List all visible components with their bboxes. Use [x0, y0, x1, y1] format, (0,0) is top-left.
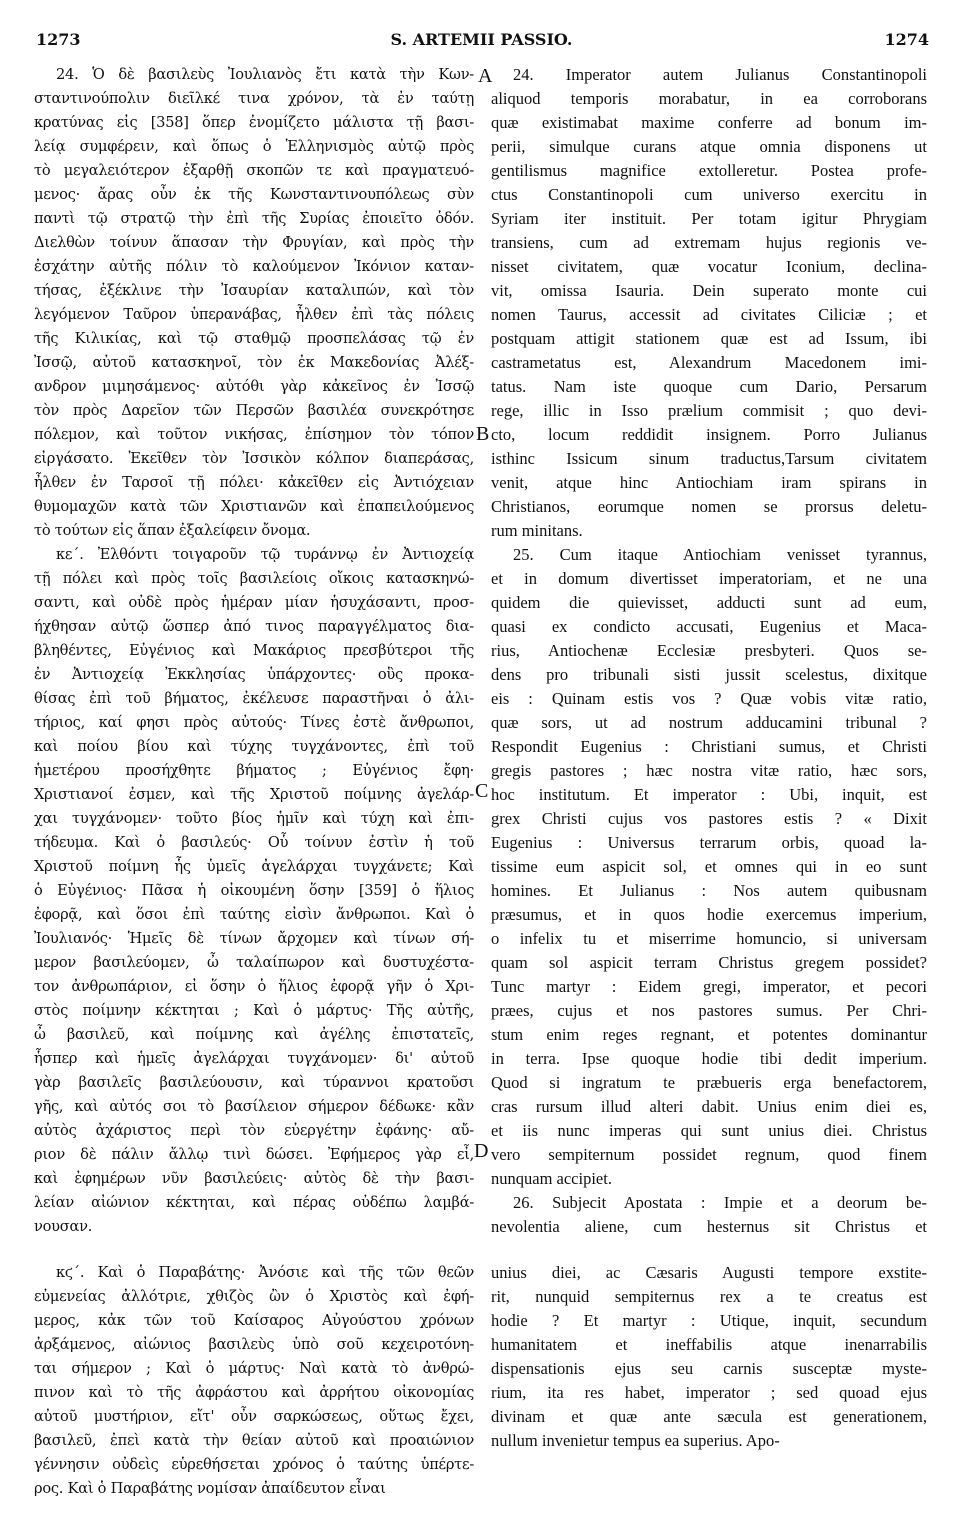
text-line: ἡμετέρου προσήχθητε βήματος ; Εὐγένιος ἔφη·: [34, 762, 474, 779]
margin-letter-d: D: [474, 1140, 489, 1162]
text-line: κε΄. Ἐλθόντι τοιγαροῦν τῷ τυράννῳ ἐν Ἀντιοχείᾳ: [56, 546, 474, 563]
margin-letter-a: A: [478, 65, 493, 87]
text-line: ἀρξάμενος, αἰώνιος βασιλεὺς ὑπὸ σοῦ κεχειροτόνη-: [34, 1336, 474, 1353]
text-line: γέννησιν οὐδεὶς εὑρεθήσεται χρόνος ὁ ταύτης ὑπέρτε-: [34, 1456, 474, 1473]
running-title: S. ARTEMII PASSIO.: [390, 30, 573, 49]
text-line: Syriam iter instituit. Per totam igitur Phrygiam: [491, 209, 927, 228]
text-line: rit, nunquid sempiternus rex a te creatus est: [491, 1287, 927, 1306]
text-line: hodie ? Et martyr : Utique, inquit, secundum: [491, 1311, 927, 1330]
text-line: Ἰουλιανός· Ἡμεῖς δὲ τίνων ἄρχομεν καὶ τίνων σή-: [34, 930, 474, 947]
text-line: ται σήμερον ; Καὶ ὁ μάρτυς· Ναὶ κατὰ τὸ ἀνθρώ-: [34, 1360, 474, 1377]
text-line: quidem die quievisset, adducti sunt ad eum,: [491, 593, 927, 612]
text-line: ὦ βασιλεῦ, καὶ ποίμνης καὶ ἀγέλης ἐπιστατεῖς,: [34, 1026, 474, 1043]
text-line: νουσαν.: [34, 1218, 93, 1235]
text-line: vit, omissa Isauria. Dein superato monte cui: [491, 281, 927, 300]
text-line: ἐφορᾷ, καὶ ὅσοι ἐπὶ ταύτης εἰσὶν ἄνθρωποι. Καὶ ὁ: [34, 906, 474, 923]
text-line: στὸς ποίμνην κέκτηται ; Καὶ ὁ μάρτυς· Τῆς αὐτῆς,: [34, 1002, 474, 1019]
text-line: 24. Ὁ δὲ βασιλεὺς Ἰουλιανὸς ἔτι κατὰ τὴν Κων-: [56, 66, 474, 83]
text-line: stum enim reges regnant, et potentes dominantur: [491, 1025, 927, 1044]
text-line: perii, simulque curans atque omnia disponens ut: [491, 137, 927, 156]
text-line: divinam et quæ ante sæcula est generationem,: [491, 1407, 927, 1426]
text-line: aliquod temporis morabatur, in ea corroborans: [491, 89, 927, 108]
text-line: rum minitans.: [491, 521, 583, 540]
text-line: μερον βασιλεύομεν, ὦ ταλαίπωρον καὶ δυστυχέστα-: [34, 954, 474, 971]
text-line: Ἰσσῷ, αὐτοῦ κατασκηνοῖ, τὸν ἐκ Μακεδονίας Ἀλέξ-: [34, 354, 474, 371]
text-line: ctus Constantinopoli cum universo exercitu in: [491, 185, 927, 204]
text-line: ανδρον μιμησάμενος· αὐτόθι γὰρ κἀκεῖνος ἐν Ἰσσῷ: [34, 378, 474, 395]
text-line: βληθέντες, Εὐγένιος καὶ Μακάριος πρεσβύτεροι τῆς: [34, 642, 474, 659]
text-line: quam sol aspicit terram Christus gregem possidet?: [491, 953, 927, 972]
text-line: in terra. Ipse quoque hodie tibi dedit imperium.: [491, 1049, 927, 1068]
text-line: 24. Imperator autem Julianus Constantinopoli: [513, 65, 927, 84]
text-line: homines. Et Julianus : Nos autem quibusnam: [491, 881, 927, 900]
text-line: τὸ μεγαλειότερον ἐξαρθῇ σκοπῶν τε καὶ πραγματευό-: [34, 162, 474, 179]
text-line: quæ sors, ut ad nostrum adducamini tribunal ?: [491, 713, 927, 732]
text-line: grex Christi cujus vos pastores estis ? « Dixit: [491, 809, 927, 828]
text-line: postquam attigit stationem quæ est ad Issum, ibi: [491, 329, 927, 348]
text-line: rium, ita res habet, imperator ; sed quoad ejus: [491, 1383, 927, 1402]
text-line: Tunc martyr : Eidem gregi, imperator, et pecori: [491, 977, 927, 996]
text-line: τῆς Κιλικίας, καὶ τῷ σταθμῷ προσπελάσας τῷ ἐν: [34, 330, 474, 347]
text-line: cras rursum illud alteri dabit. Unius enim diei es,: [491, 1097, 927, 1116]
text-line: Eugenius : Universus terrarum orbis, quoad la-: [491, 833, 927, 852]
text-line: o infelix tu et miserrime homuncio, si universam: [491, 929, 927, 948]
text-line: βασιλεῦ, ἐπεὶ κατὰ τὴν θείαν αὐτοῦ καὶ προαιώνιον: [34, 1432, 474, 1449]
text-line: καὶ ἐφημέρων νῦν βασιλεύεις· αὐτὸς δὲ τὴν βασι-: [34, 1170, 474, 1187]
text-line: nevolentia aliene, cum hesternus sit Christus et: [491, 1217, 927, 1236]
text-line: εὐμενείας ἀλλότριε, χθιζὸς ὢν ὁ Χριστὸς καὶ ἐφή-: [34, 1288, 474, 1305]
text-line: tissime eum aspicit sol, et omnes qui in eo sunt: [491, 857, 927, 876]
margin-letter-b: B: [476, 423, 490, 445]
text-line: ἧσπερ καὶ ἡμεῖς ἀγελάρχαι τυγχάνομεν· δι' αὐτοῦ: [34, 1050, 474, 1067]
text-line: gentilismus magnifice extolleretur. Postea profe-: [491, 161, 927, 180]
text-line: Διελθὼν τοίνυν ἅπασαν τὴν Φρυγίαν, καὶ πρὸς τὴν: [34, 234, 474, 251]
text-line: et in domum divertisset imperatoriam, et ne una: [491, 569, 927, 588]
text-line: τον ἀνθρωπάριον, εἰ ὅσην ὁ ἥλιος ἐφορᾷ γῆν ὁ Χρι-: [34, 978, 474, 995]
text-line: nomen Taurus, accessit ad civitates Ciliciæ ; et: [491, 305, 927, 324]
text-line: humanitatem et ineffabilis atque inenarrabilis: [491, 1335, 927, 1354]
text-line: λείαν αἰώνιον κέκτηται, καὶ πέρας οὐδέπω λαμβά-: [34, 1194, 474, 1211]
text-line: nullum invenietur tempus ea superius. Apo-: [491, 1431, 780, 1450]
margin-letter-c: C: [475, 780, 489, 802]
text-line: ἐν Ἀντιοχείᾳ Ἐκκλησίας ὑπάρχοντες· οὓς προκα-: [34, 666, 474, 683]
text-line: præsumus, et in quos hodie exercemus imperium,: [491, 905, 927, 924]
text-line: gregis pastores ; hæc nostra vitæ ratio, hæc sors,: [491, 761, 927, 780]
page-number-right: 1274: [884, 30, 929, 49]
text-line: σταντινούπολιν διεῖλκέ τινα χρόνον, τὰ ἐν ταύτῃ: [34, 90, 474, 107]
text-line: ἐσχάτην αὐτῆς πόλιν τὸ καλούμενον Ἰκόνιον καταν-: [34, 258, 474, 275]
text-line: eis : Quinam estis vos ? Quæ vobis vitæ ratio,: [491, 689, 927, 708]
text-line: λείᾳ συμφέρειν, καὶ ὅπως ὁ Ἑλληνισμὸς αὐτῷ πρὸς: [34, 138, 474, 155]
text-line: tatus. Nam iste quoque cum Dario, Persarum: [491, 377, 927, 396]
text-line: præes, cujus et nos pastores sumus. Per Chri-: [491, 1001, 927, 1020]
text-line: 26. Subjecit Apostata : Impie et a deorum be-: [513, 1193, 927, 1212]
text-line: λεγόμενον Ταῦρον ὑπερανάβας, ἦλθεν ἐπὶ τὰς πόλεις: [34, 306, 474, 323]
text-line: πόλεμον, καὶ τοῦτον νικήσας, ἐπίσημον τὸν τόπον: [34, 426, 474, 443]
text-line: χαι τυγχάνομεν· τοῦτο βίος ἡμῖν καὶ τύχη καὶ ἐπι-: [34, 810, 474, 827]
text-line: κρατύνας εἰς [358] ὅπερ ἐνομίζετο μάλιστα τῇ βασι-: [34, 114, 474, 131]
text-line: εἰργάσατο. Ἐκεῖθεν τὸν Ἰσσικὸν κόλπον διαπεράσας,: [34, 450, 474, 467]
text-line: ριον δὲ πάλιν ἄλλῳ τινὶ δώσει. Ἐφήμερος γὰρ εἶ,: [34, 1146, 474, 1163]
text-line: αὐτὸς ἀχάριστος περὶ τὸν εὐεργέτην ἐφάνης· αὔ-: [34, 1122, 474, 1139]
text-line: μενος· ἄρας οὖν ἐκ τῆς Κωνσταντινουπόλεως σὺν: [34, 186, 474, 203]
text-line: transiens, cum ad extremam hujus regionis ve-: [491, 233, 927, 252]
text-line: et iis nunc imperas qui sunt unius diei. Christus: [491, 1121, 927, 1140]
text-line: ὁ Εὐγένιος· Πᾶσα ἡ οἰκουμένη ὅσην [359] ὁ ἥλιος: [34, 882, 474, 899]
text-line: unius diei, ac Cæsaris Augusti tempore exstite-: [491, 1263, 927, 1282]
text-line: quæ existimabat maxime conferre ad bonum im-: [491, 113, 927, 132]
text-line: rius, Antiochenæ Ecclesiæ presbyteri. Quos se-: [491, 641, 927, 660]
text-line: Χριστιανοί ἐσμεν, καὶ τῆς Χριστοῦ ποίμνης ἀγελάρ-: [34, 786, 474, 803]
text-line: καὶ ποίου βίου καὶ τύχης τυγχάνοντες, ἐπὶ τοῦ: [34, 738, 474, 755]
text-line: μερος, κἀκ τῶν τοῦ Καίσαρος Αὐγούστου χρόνων: [34, 1312, 474, 1329]
text-line: Χριστοῦ ποίμνη ἧς ὑμεῖς ἀγελάρχαι τυγχάνετε; Καὶ: [34, 858, 474, 875]
text-line: τήδευμα. Καὶ ὁ βασιλεύς· Οὗ τοίνυν ἐστὶν ἡ τοῦ: [34, 834, 474, 851]
text-line: Christianos, eorumque nomen se prorsus deletu-: [491, 497, 927, 516]
text-line: rege, illic in Isso prælium commisit ; quo devi-: [491, 401, 927, 420]
text-line: 25. Cum itaque Antiochiam venisset tyrannus,: [513, 545, 927, 564]
text-line: αὐτοῦ μυστήριον, εἴτ' οὖν σαρκώσεως, οὕτως ἔχει,: [34, 1408, 474, 1425]
text-line: ἦλθεν ἐν Ταρσοῖ τῇ πόλει· κἀκεῖθεν εἰς Ἀντιόχειαν: [34, 474, 474, 491]
text-line: γὰρ βασιλεῖς βασιλεύουσιν, καὶ τύραννοι κρατοῦσι: [34, 1074, 474, 1091]
text-line: ήχθησαν αὐτῷ ὥσπερ ἀπό τινος παραγγέλματος δια-: [34, 618, 474, 635]
text-line: πινον καὶ τὸ τῆς ἀφράστου καὶ ἀρρήτου οἰκονομίας: [34, 1384, 474, 1401]
text-line: venit, atque hinc Antiochiam iram spirans in: [491, 473, 927, 492]
text-line: θίσας ἐπὶ τοῦ βήματος, ἐκέλευσε παραστῆναι ὁ ἀλι-: [34, 690, 474, 707]
text-line: cto, locum reddidit insignem. Porro Julianus: [491, 425, 927, 444]
text-line: σαντι, καὶ οὐδὲ πρὸς ἡμέραν μίαν ἡσυχάσαντι, προσ-: [34, 594, 474, 611]
text-line: dens pro tribunali sisti jussit scelestus, dixitque: [491, 665, 927, 684]
text-line: nunquam accipiet.: [491, 1169, 612, 1188]
text-line: hoc institutum. Et imperator : Ubi, inquit, est: [491, 785, 927, 804]
text-line: vero sempiternum possidet regnum, quod finem: [491, 1145, 927, 1164]
text-line: τῇ πόλει καὶ πρὸς τοῖς βασιλείοις οἴκοις κατασκηνώ-: [34, 570, 474, 587]
text-line: Quod si ingratum te præbueris erga benefactorem,: [491, 1073, 927, 1092]
text-line: nisset civitatem, quæ vocatur Iconium, declina-: [491, 257, 927, 276]
text-line: castrametatus est, Alexandrum Macedonem imi-: [491, 353, 927, 372]
text-line: κϛ΄. Καὶ ὁ Παραβάτης· Ἀνόσιε καὶ τῆς τῶν θεῶν: [56, 1264, 474, 1281]
text-line: dispensationis ejus seu carnis susceptæ myste-: [491, 1359, 927, 1378]
text-line: θυμομαχῶν κατὰ τῶν Χριστιανῶν καὶ ἐπαπειλούμενος: [34, 498, 474, 515]
page-number-left: 1273: [36, 30, 81, 49]
text-line: isthinc Issicum sinum traductus,Tarsum civitatem: [491, 449, 927, 468]
text-line: γῆς, καὶ αὐτός σοι τὸ βασίλειον σήμερον δέδωκε· κἂν: [34, 1098, 474, 1115]
text-line: ρος. Καὶ ὁ Παραβάτης νομίσαν ἀπαίδευτον εἶναι: [34, 1480, 386, 1497]
running-header: [0, 0, 963, 50]
text-line: τήσας, ἐξέκλινε τὴν Ἰσαυρίαν καταλιπών, καὶ τὸν: [34, 282, 474, 299]
text-line: Respondit Eugenius : Christiani sumus, et Christi: [491, 737, 927, 756]
text-line: τήριος, καί φησι πρὸς αὐτούς· Τίνες ἐστὲ ἄνθρωποι,: [34, 714, 474, 731]
text-line: τὸν πρὸς Δαρεῖον τῶν Περσῶν βασιλέα συνεκρότησε: [34, 402, 474, 419]
text-line: παντὶ τῷ στρατῷ τὴν ἐπὶ τῆς Συρίας ἐποιεῖτο ὁδόν.: [34, 210, 474, 227]
text-line: quasi ex condicto accusati, Eugenius et Maca-: [491, 617, 927, 636]
text-line: τὸ τούτων εἰς ἅπαν ἐξαλείφειν ὄνομα.: [34, 522, 311, 539]
